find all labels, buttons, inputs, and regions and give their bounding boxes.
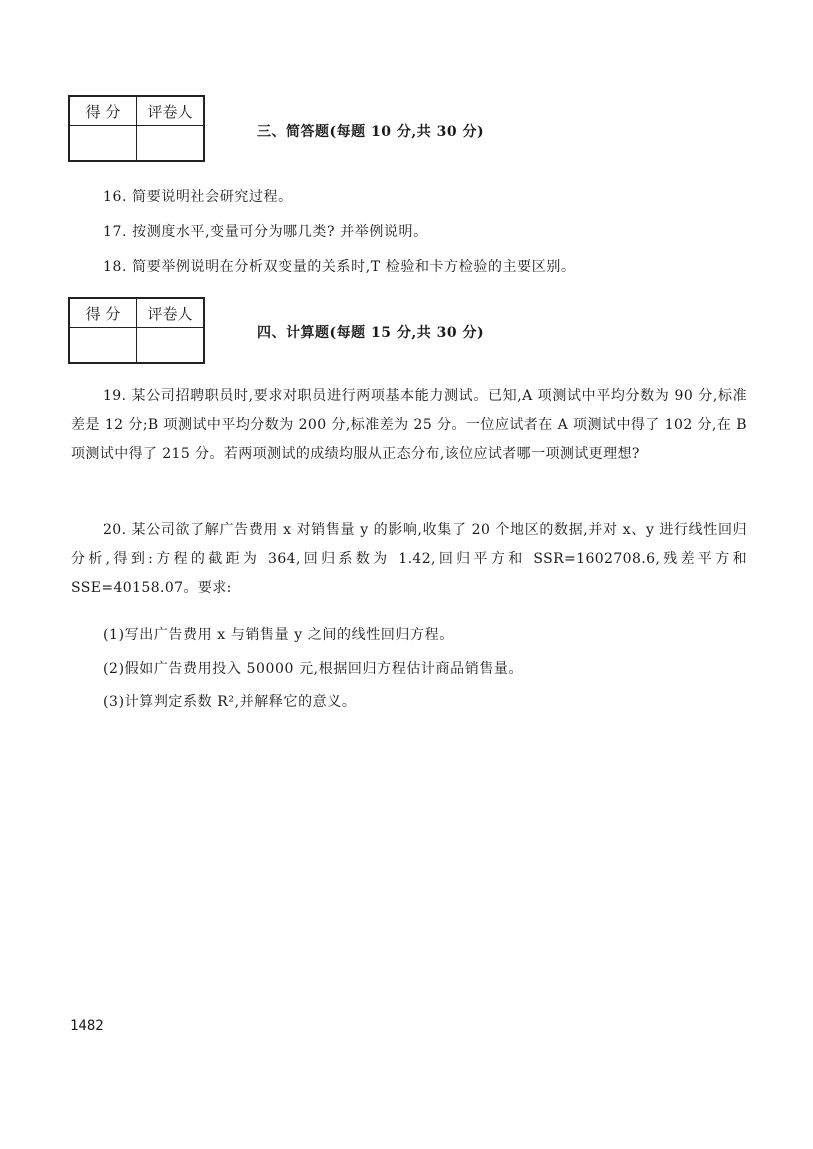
question-20-part-1: (1)写出广告费用 x 与销售量 y 之间的线性回归方程。 xyxy=(103,627,454,643)
section4-title: 四、计算题(每题 15 分,共 30 分) xyxy=(257,325,485,341)
grader-header: 评卷人 xyxy=(137,96,205,126)
grader-cell[interactable] xyxy=(137,126,205,162)
question-20-part-3: (3)计算判定系数 R²,并解释它的意义。 xyxy=(103,694,357,710)
score-box-section3 xyxy=(68,95,205,162)
question-20: 20. 某公司欲了解广告费用 x 对销售量 y 的影响,收集了 20 个地区的数据,并对 x、y 进行线性回归分析,得到:方程的截距为 364,回归系数为 1.42,回归平方和 SSR=1602708.6,残差平方和 SSE=40158.07。要求: xyxy=(71,522,747,596)
page-number: 1482 xyxy=(70,1018,104,1034)
question-16: 16. 简要说明社会研究过程。 xyxy=(103,189,293,205)
question-17: 17. 按测度水平,变量可分为哪几类? 并举例说明。 xyxy=(103,224,428,240)
score-box-section4 xyxy=(68,297,205,364)
score-cell[interactable] xyxy=(69,126,137,162)
grader-cell[interactable] xyxy=(137,328,205,364)
score-cell[interactable] xyxy=(69,328,137,364)
section3-title: 三、简答题(每题 10 分,共 30 分) xyxy=(257,124,485,140)
question-18: 18. 简要举例说明在分析双变量的关系时,T 检验和卡方检验的主要区别。 xyxy=(103,259,576,275)
question-19: 19. 某公司招聘职员时,要求对职员进行两项基本能力测试。已知,A 项测试中平均分数为 90 分,标准差是 12 分;B 项测试中平均分数为 200 分,标准差为 25 分。一位应试者在 A 项测试中得了 102 分,在 B 项测试中得了 215 分。若两项测试的成绩均服从正态分布,该位应试者哪一项测试更理想? xyxy=(71,388,747,462)
score-header: 得 分 xyxy=(69,96,137,126)
score-header: 得 分 xyxy=(69,298,137,328)
grader-header: 评卷人 xyxy=(137,298,205,328)
question-20-part-2: (2)假如广告费用投入 50000 元,根据回归方程估计商品销售量。 xyxy=(103,661,524,677)
